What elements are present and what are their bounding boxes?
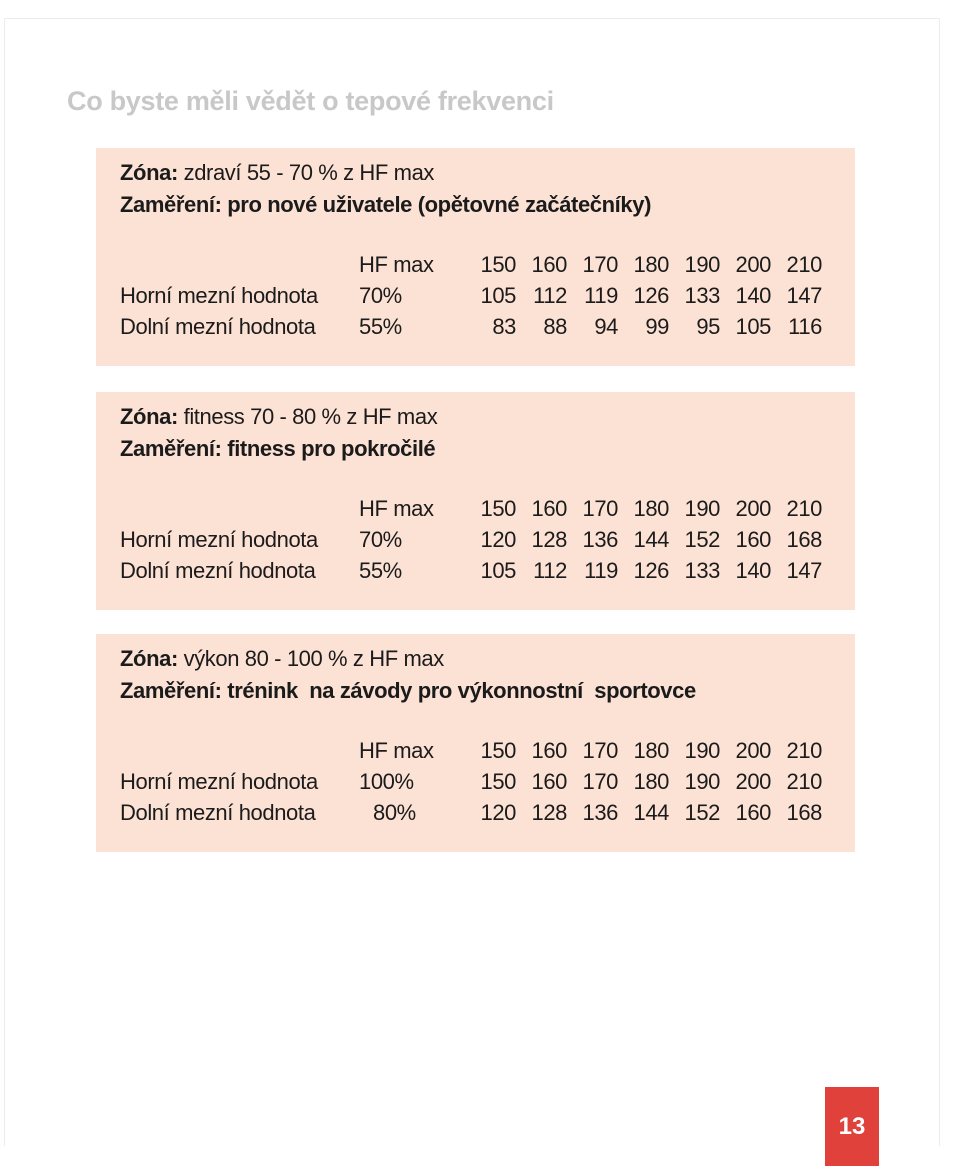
row-percent: 70% [359, 527, 402, 552]
value-cell: 210 [786, 496, 822, 521]
zone-label: Zóna: [120, 160, 178, 185]
value-cell: 83 [492, 314, 516, 339]
value-cell: 210 [786, 769, 822, 794]
zone-box [96, 148, 855, 366]
focus-heading [120, 678, 696, 704]
row-label: Horní mezní hodnota [120, 527, 318, 552]
value-cell: 120 [480, 527, 516, 552]
value-cell: 144 [633, 800, 669, 825]
row-label: Dolní mezní hodnota [120, 558, 316, 583]
zone-text: zdraví 55 - 70 % z HF max [183, 160, 435, 185]
upper-limit-row [96, 769, 855, 799]
value-cell: 210 [786, 738, 822, 763]
value-cell: 126 [633, 558, 669, 583]
value-cell: 170 [582, 769, 618, 794]
upper-limit-row [96, 527, 855, 557]
value-cell: 105 [735, 314, 771, 339]
value-cell: 136 [582, 527, 618, 552]
value-cell: 200 [735, 738, 771, 763]
zone-box [96, 634, 855, 852]
zone-heading [120, 404, 437, 430]
value-cell: 112 [533, 283, 567, 308]
value-cell: 133 [684, 558, 720, 583]
zone-text: výkon 80 - 100 % z HF max [183, 646, 444, 671]
value-cell: 150 [480, 252, 516, 277]
value-cell: 160 [531, 769, 567, 794]
value-cell: 180 [633, 738, 669, 763]
zone-heading [120, 160, 434, 186]
focus-label: Zaměření: [120, 192, 222, 217]
hf-max-row [96, 252, 855, 282]
lower-limit-row [96, 558, 855, 588]
value-cell: 160 [531, 252, 567, 277]
lower-limit-row [96, 800, 855, 830]
value-cell: 119 [584, 283, 618, 308]
value-cell: 180 [633, 252, 669, 277]
row-percent: 55% [359, 314, 402, 339]
value-cell: 190 [684, 738, 720, 763]
value-cell: 94 [594, 314, 618, 339]
value-cell: 200 [735, 252, 771, 277]
value-cell: 180 [633, 769, 669, 794]
value-cell: 170 [582, 738, 618, 763]
value-cell: 160 [531, 496, 567, 521]
value-cell: 105 [480, 558, 516, 583]
value-cell: 190 [684, 496, 720, 521]
value-cell: 126 [633, 283, 669, 308]
value-cell: 160 [735, 527, 771, 552]
value-cell: 150 [480, 769, 516, 794]
value-cell: 150 [480, 738, 516, 763]
value-cell: 140 [735, 558, 771, 583]
value-cell: 120 [480, 800, 516, 825]
row-label: Horní mezní hodnota [120, 769, 318, 794]
value-cell: 190 [684, 252, 720, 277]
value-cell: 152 [684, 527, 720, 552]
value-cell: 170 [582, 252, 618, 277]
value-cell: 95 [696, 314, 720, 339]
value-cell: 144 [633, 527, 669, 552]
row-label: Dolní mezní hodnota [120, 800, 316, 825]
row-percent: 100% [359, 769, 414, 794]
value-cell: 133 [684, 283, 720, 308]
value-cell: 128 [531, 527, 567, 552]
value-cell: 147 [786, 283, 822, 308]
value-cell: 119 [584, 558, 618, 583]
value-cell: 150 [480, 496, 516, 521]
focus-heading [120, 436, 435, 462]
value-cell: 200 [735, 769, 771, 794]
value-cell: 180 [633, 496, 669, 521]
focus-text: trénink na závody pro výkonnostní sportovce [227, 678, 696, 703]
focus-heading [120, 192, 651, 218]
value-cell: 168 [786, 800, 822, 825]
zone-box [96, 392, 855, 610]
zone-label: Zóna: [120, 404, 178, 429]
row-percent: HF max [359, 738, 434, 763]
value-cell: 88 [543, 314, 567, 339]
value-cell: 105 [480, 283, 516, 308]
focus-label: Zaměření: [120, 436, 222, 461]
value-cell: 112 [533, 558, 567, 583]
value-cell: 147 [786, 558, 822, 583]
page-title: Co byste měli vědět o tepové frekvenci [67, 86, 554, 116]
row-percent: 70% [359, 283, 402, 308]
value-cell: 170 [582, 496, 618, 521]
lower-limit-row [96, 314, 855, 344]
row-percent: 55% [359, 558, 402, 583]
value-cell: 160 [531, 738, 567, 763]
zone-heading [120, 646, 444, 672]
zone-label: Zóna: [120, 646, 178, 671]
value-cell: 99 [645, 314, 669, 339]
value-cell: 116 [788, 314, 822, 339]
hf-max-row [96, 496, 855, 526]
page-number-badge: 13 [825, 1087, 879, 1166]
value-cell: 140 [735, 283, 771, 308]
value-cell: 168 [786, 527, 822, 552]
row-percent: HF max [359, 252, 434, 277]
upper-limit-row [96, 283, 855, 313]
row-percent: HF max [359, 496, 434, 521]
row-label: Horní mezní hodnota [120, 283, 318, 308]
focus-label: Zaměření: [120, 678, 222, 703]
focus-text: fitness pro pokročilé [227, 436, 436, 461]
value-cell: 128 [531, 800, 567, 825]
focus-text: pro nové uživatele (opětovné začátečníky) [227, 192, 651, 217]
value-cell: 190 [684, 769, 720, 794]
row-percent: 80% [373, 800, 416, 825]
value-cell: 200 [735, 496, 771, 521]
zone-text: fitness 70 - 80 % z HF max [183, 404, 438, 429]
value-cell: 210 [786, 252, 822, 277]
value-cell: 160 [735, 800, 771, 825]
row-label: Dolní mezní hodnota [120, 314, 316, 339]
value-cell: 136 [582, 800, 618, 825]
hf-max-row [96, 738, 855, 768]
value-cell: 152 [684, 800, 720, 825]
